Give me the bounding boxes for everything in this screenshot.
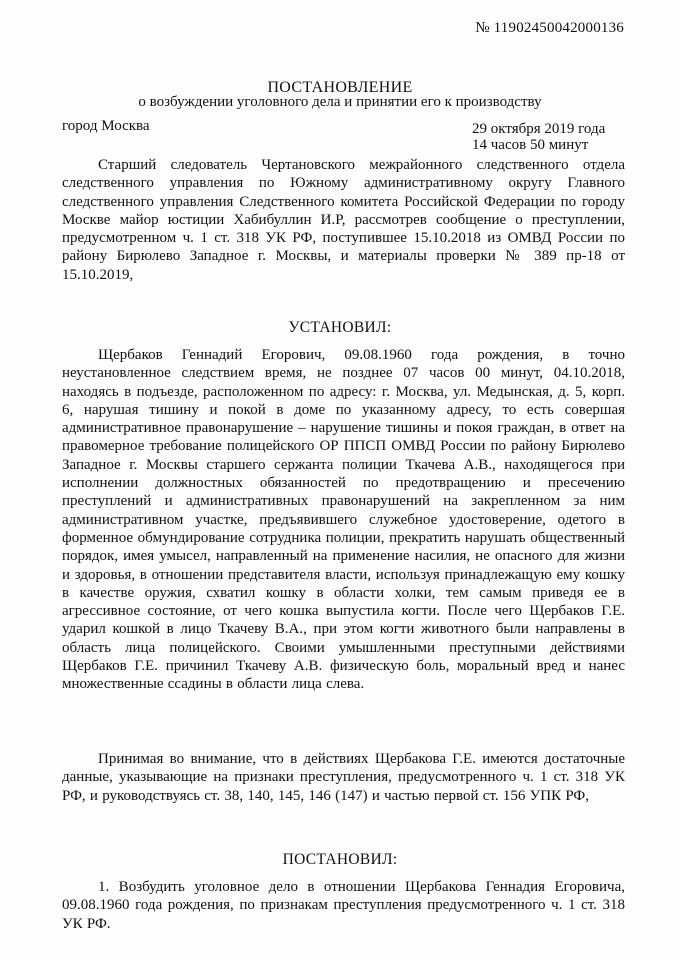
document-title: ПОСТАНОВЛЕНИЕ <box>267 79 413 96</box>
document-city: город Москва <box>62 118 150 134</box>
document-date: 29 октября 2019 года <box>472 121 606 137</box>
document-time: 14 часов 50 минут <box>472 137 589 153</box>
considering-paragraph: Принимая во внимание, что в действиях Щербакова Г.Е. имеются достаточные данные, указывающие на признаки преступления, предусмотренного ч. 1 ст. 318 УК РФ, и руководствуясь ст. 38, 140, 145, 146 (147) и частью первой ст. 156 УПК РФ, <box>62 751 625 804</box>
intro-paragraph: Старший следователь Чертановского межрайонного следственного отдела следственного управления по Южному административному округу Главного следственного управления Следственного комитета Российской Федерации по городу Москве майор юстиции Хабибуллин И.Р, рассмотрев сообщение о преступлении, предусмотренном ч. 1 ст. 318 УК РФ, поступившее 15.10.2018 из ОМВД России по району Бирюлево Западное г. Москвы, и материалы проверки № 389 пр-18 от 15.10.2019, <box>62 157 625 283</box>
section-heading-established: УСТАНОВИЛ: <box>288 319 392 336</box>
document-number: № 11902450042000136 <box>475 20 624 36</box>
resolution-item-1: 1. Возбудить уголовное дело в отношении Щербакова Геннадия Егоровича, 09.08.1960 года рождения, по признакам преступления предусмотренного ч. 1 ст. 318 УК РФ. <box>62 879 625 932</box>
document-datetime <box>472 121 605 153</box>
section-heading-resolved: ПОСТАНОВИЛ: <box>282 851 398 868</box>
established-paragraph: Щербаков Геннадий Егорович, 09.08.1960 года рождения, в точно неустановленное следствием время, не позднее 07 часов 00 минут, 04.10.2018, находясь в подъезде, расположенном по адресу: г. Москва, ул. Медынская, д. 5, корп. 6, нарушая тишину и покой в доме по указанному адресу, то есть совершая административное правонарушение – нарушение тишины и покоя граждан, в ответ на правомерное требование полицейского ОР ППСП ОМВД России по району Бирюлево Западное г. Москвы старшего сержанта полиции Ткачева А.В., находящегося при исполнении должностных обязанностей по предотвращению и пресечению преступлений и административных правонарушений на закрепленном за ним административном участке, предъявившего служебное удостоверение, одетого в форменное обмундирование сотрудника полиции, прекратить нарушать общественный порядок, имея умысел, направленный на применение насилия, не опасного для жизни и здоровья, в отношении представителя власти, используя принадлежащую ему кошку в качестве оружия, схватил кошку в области холки, тем самым приведя ее в агрессивное состояние, от чего кошка выпустила когти. После чего Щербаков Г.Е. ударил кошкой в лицо Ткачеву В.А., при этом когти животного были направлены в область лица полицейского. Своими умышленными преступными действиями Щербаков Г.Е. причинил Ткачеву А.В. физическую боль, моральный вред и нанес множественные ссадины в области лица слева. <box>62 347 625 693</box>
document-subtitle: о возбуждении уголовного дела и принятии его к производству <box>138 94 542 110</box>
